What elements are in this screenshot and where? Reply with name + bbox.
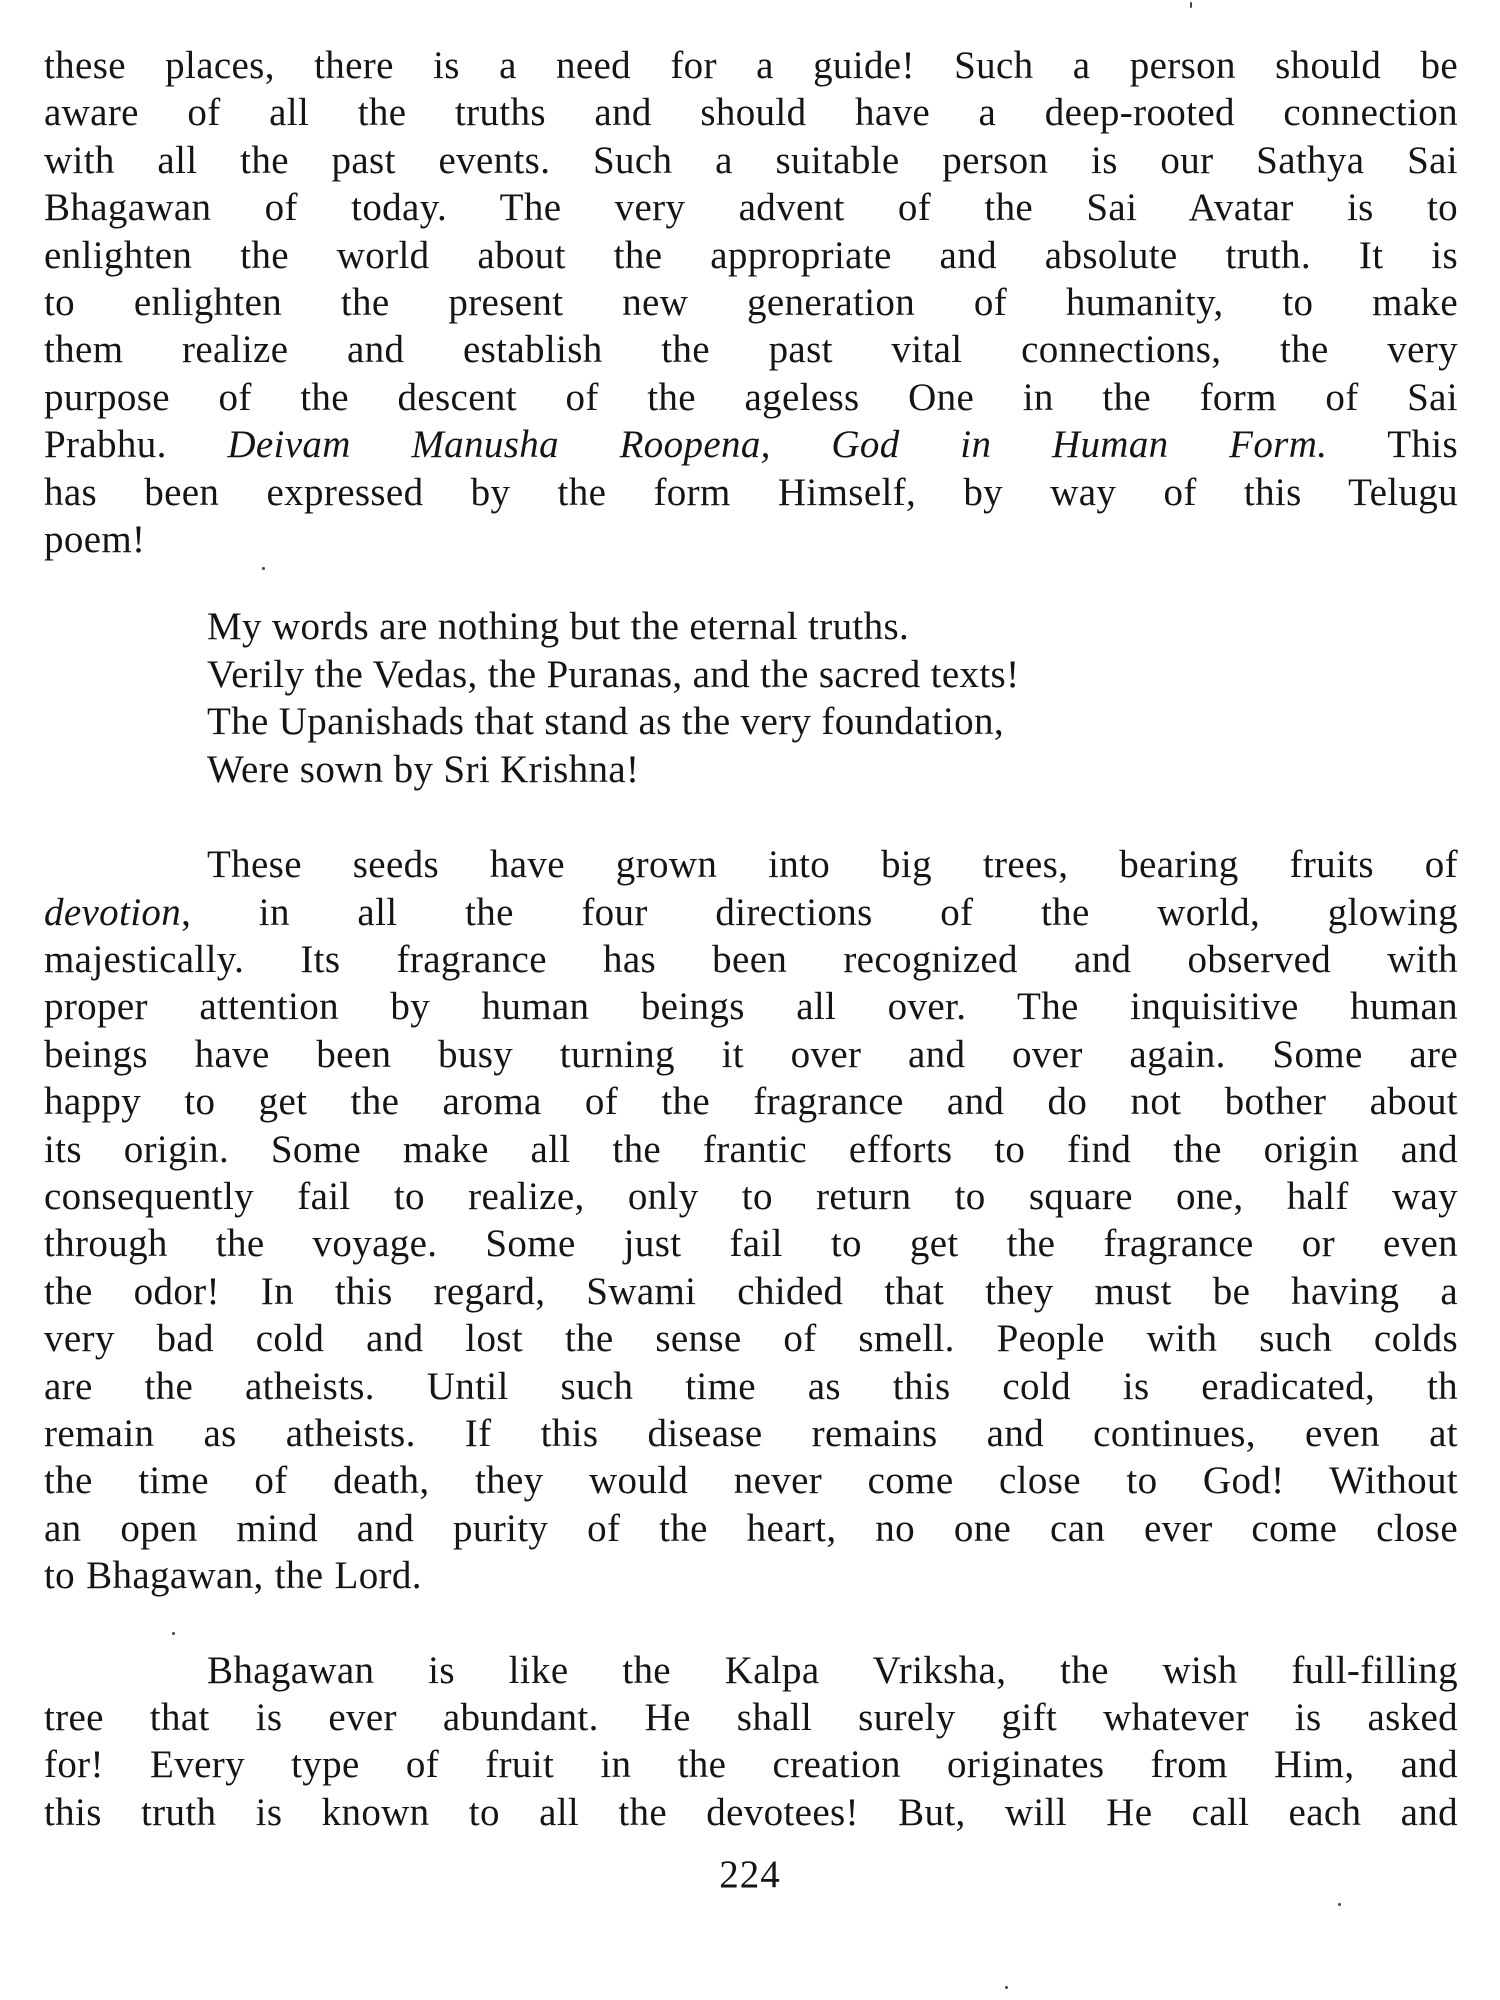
paragraph-3: [44, 1647, 1458, 1837]
text-line: for! Every type of fruit in the creation originates from Him, and: [44, 1743, 1458, 1787]
text-line: through the voyage. Some just fail to get the fragrance or even: [44, 1222, 1458, 1266]
text-line: aware of all the truths and should have a deep-rooted connection: [44, 91, 1458, 135]
poem-line: Verily the Vedas, the Puranas, and the sacred texts!: [207, 652, 1020, 696]
text-line: These seeds have grown into big trees, bearing fruits of: [207, 843, 1458, 887]
scan-speck: [172, 1632, 175, 1635]
text-line: enlighten the world about the appropriate and absolute truth. It is: [44, 233, 1458, 277]
text-line: its origin. Some make all the frantic efforts to find the origin and: [44, 1127, 1458, 1171]
text-line: consequently fail to realize, only to return to square one, half way: [44, 1174, 1458, 1218]
scan-speck: [1338, 1903, 1341, 1906]
poem-block: [44, 603, 1458, 793]
poem-line: The Upanishads that stand as the very foundation,: [207, 700, 1004, 744]
text-line: has been expressed by the form Himself, by way of this Telugu: [44, 470, 1458, 514]
text-fragment: Prabhu.: [44, 423, 228, 467]
text-fragment: This: [1327, 423, 1458, 467]
text-line: tree that is ever abundant. He shall surely gift whatever is asked: [44, 1696, 1458, 1739]
text-line: with all the past events. Such a suitable person is our Sathya Sai: [44, 138, 1458, 182]
text-line: are the atheists. Until such time as this cold is eradicated, th: [44, 1364, 1458, 1408]
text-line: proper attention by human beings all over. The inquisitive human: [44, 985, 1458, 1029]
page-number: 224: [719, 1853, 781, 1896]
text-line: to enlighten the present new generation of humanity, to make: [44, 281, 1458, 325]
text-line: Bhagawan of today. The very advent of the Sai Avatar is to: [44, 186, 1458, 230]
paragraph-2: [44, 841, 1458, 1600]
text-line: majestically. Its fragrance has been recognized and observed with: [44, 937, 1458, 981]
text-line: them realize and establish the past vital connections, the very: [44, 328, 1458, 372]
document-page: [44, 42, 1458, 1836]
italic-word: devotion: [44, 890, 182, 934]
text-line: purpose of the descent of the ageless One in the form of Sai: [44, 375, 1458, 419]
text-line-mixed: [44, 421, 1458, 468]
text-line: to Bhagawan, the Lord.: [44, 1554, 422, 1598]
text-line: this truth is known to all the devotees! But, will He call each and: [44, 1790, 1458, 1834]
text-line: the time of death, they would never come close to God! Without: [44, 1459, 1458, 1503]
text-line: poem!: [44, 518, 146, 562]
text-line: very bad cold and lost the sense of smell. People with such colds: [44, 1317, 1458, 1361]
poem-line: My words are nothing but the eternal truths.: [207, 605, 910, 649]
text-line: the odor! In this regard, Swami chided that they must be having a: [44, 1269, 1458, 1313]
scan-speck: [1190, 2, 1192, 8]
italic-phrase: Deivam Manusha Roopena, God in Human Form.: [227, 423, 1328, 467]
scan-speck: [262, 567, 265, 570]
text-line: happy to get the aroma of the fragrance and do not bother about: [44, 1080, 1458, 1124]
text-line-mixed: [44, 889, 1458, 936]
scan-speck: [1005, 1986, 1008, 1989]
text-line: Bhagawan is like the Kalpa Vriksha, the wish full-filling: [207, 1648, 1458, 1692]
text-fragment: , in all the four directions of the world, glowing: [181, 890, 1458, 934]
paragraph-1: [44, 42, 1458, 563]
text-line: remain as atheists. If this disease remains and continues, even at: [44, 1411, 1458, 1455]
poem-line: Were sown by Sri Krishna!: [207, 747, 640, 791]
text-line: beings have been busy turning it over and over again. Some are: [44, 1032, 1458, 1076]
text-line: an open mind and purity of the heart, no one can ever come close: [44, 1506, 1458, 1550]
text-line: these places, there is a need for a guide! Such a person should be: [44, 44, 1458, 87]
